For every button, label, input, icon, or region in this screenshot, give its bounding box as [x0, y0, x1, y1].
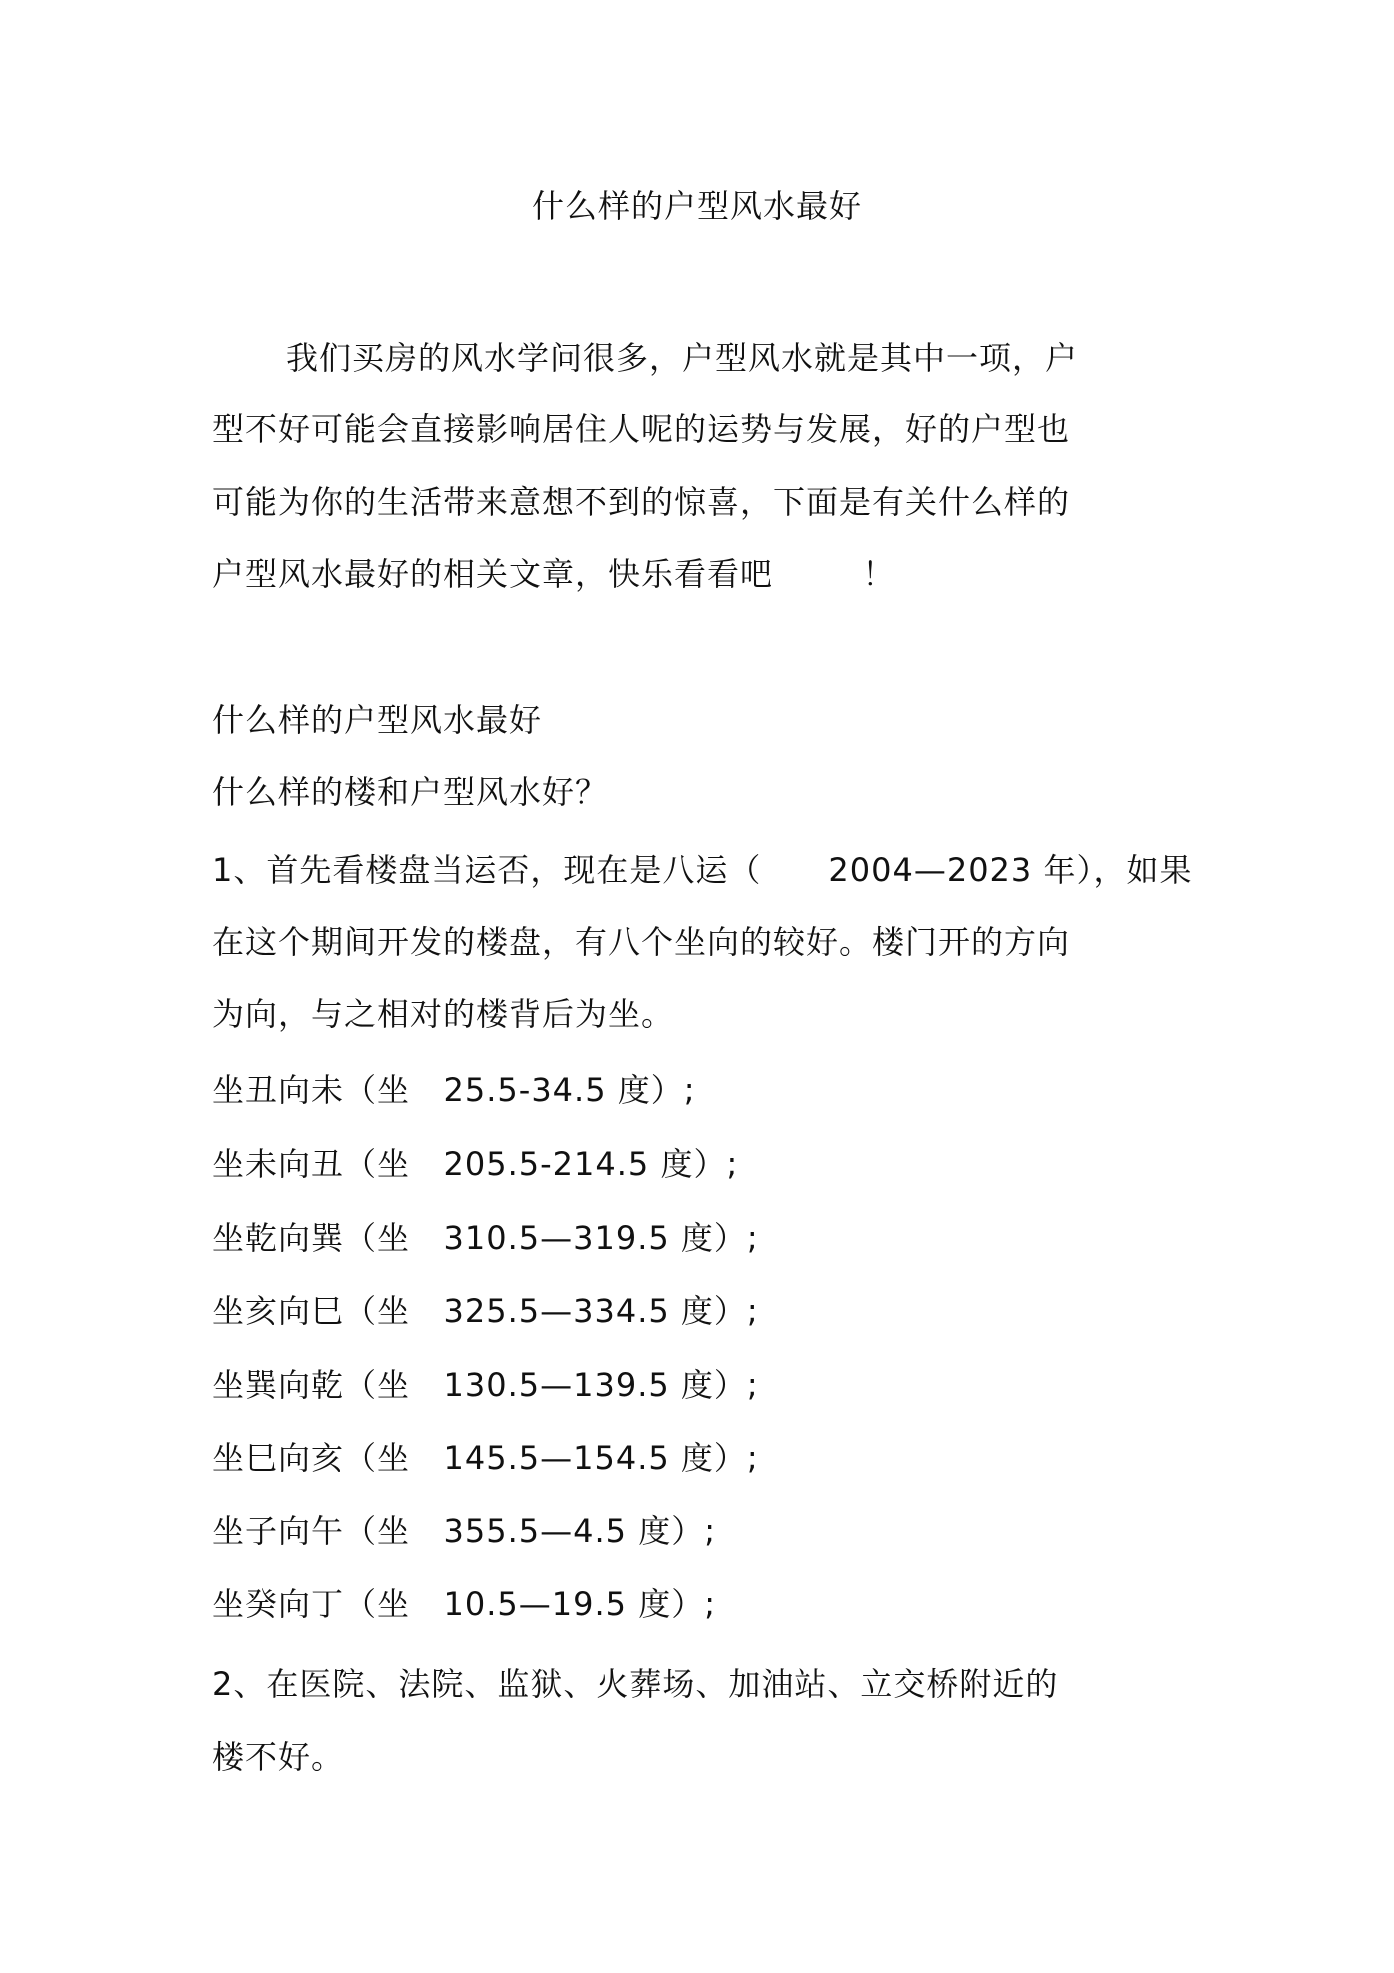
question-heading: 什么样的楼和户型风水好？ — [212, 773, 609, 811]
orientation-item: 坐巽向乾（坐 130.5—139.5 度）; — [212, 1366, 759, 1404]
point2-line-1: 2、在医院、法院、监狱、火葬场、加油站、立交桥附近的 — [212, 1665, 1059, 1703]
point1-line-3: 为向，与之相对的楼背后为坐。 — [212, 995, 675, 1033]
orientation-item: 坐巳向亥（坐 145.5—154.5 度）; — [212, 1439, 759, 1477]
intro-line-3: 可能为你的生活带来意想不到的惊喜，下面是有关什么样的 — [212, 483, 1071, 521]
section-heading: 什么样的户型风水最好 — [212, 701, 543, 739]
intro-line-2: 型不好可能会直接影响居住人呢的运势与发展，好的户型也 — [212, 410, 1071, 448]
orientation-item: 坐乾向巽（坐 310.5—319.5 度）; — [212, 1219, 759, 1257]
intro-line-4: 户型风水最好的相关文章，快乐看看吧 ！ — [212, 555, 896, 593]
point1-line-1: 1、首先看楼盘当运否，现在是八运（ 2004—2023 年），如果 — [212, 851, 1193, 889]
orientation-item: 坐亥向巳（坐 325.5—334.5 度）; — [212, 1292, 759, 1330]
document-title: 什么样的户型风水最好 — [531, 187, 862, 225]
orientation-item: 坐子向午（坐 355.5—4.5 度）; — [212, 1512, 716, 1550]
orientation-item: 坐丑向未（坐 25.5-34.5 度）; — [212, 1071, 696, 1109]
orientation-item: 坐癸向丁（坐 10.5—19.5 度）; — [212, 1585, 716, 1623]
orientation-item: 坐未向丑（坐 205.5-214.5 度）; — [212, 1145, 739, 1183]
point1-line-2: 在这个期间开发的楼盘，有八个坐向的较好。楼门开的方向 — [212, 923, 1071, 961]
point2-line-2: 楼不好。 — [212, 1738, 345, 1776]
intro-line-1: 我们买房的风水学问很多，户型风水就是其中一项，户 — [286, 339, 1079, 377]
